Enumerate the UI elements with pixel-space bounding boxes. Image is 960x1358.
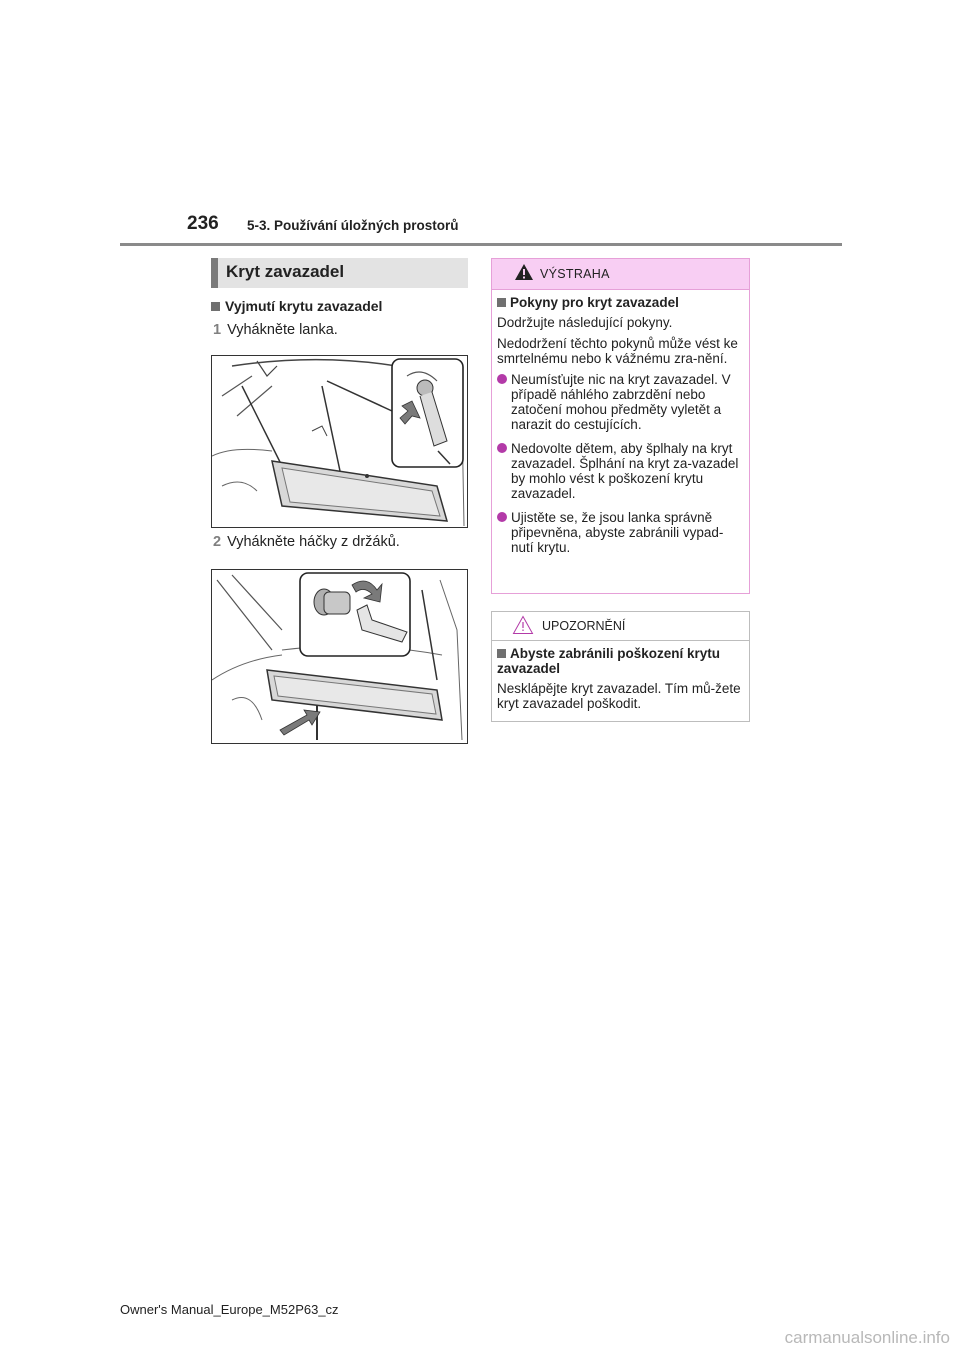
caution-header	[492, 612, 749, 641]
bullet-dot-icon	[497, 374, 507, 384]
square-bullet-icon	[497, 298, 506, 307]
warning-item-text: Neumísťujte nic na kryt zavazadel. V případě náhlého zabrzdění nebo zatočení mohou předměty vyletět a narazit do cestujících.	[511, 372, 731, 432]
warning-item	[497, 372, 743, 432]
watermark: carmanualsonline.info	[784, 1328, 950, 1347]
step-1	[213, 322, 338, 338]
warning-body	[492, 290, 749, 555]
caution-heading	[497, 646, 743, 676]
warning-header	[492, 259, 749, 290]
warning-item	[497, 510, 743, 555]
bullet-dot-icon	[497, 443, 507, 453]
warning-item-text: Ujistěte se, že jsou lanka správně připevněna, abyste zabránili vypad-nutí krytu.	[511, 510, 724, 555]
caution-triangle-icon	[512, 615, 534, 635]
warning-heading-text: Pokyny pro kryt zavazadel	[510, 295, 679, 310]
warning-paragraph: Nedodržení těchto pokynů může vést ke smrtelnému nebo k vážnému zra-nění.	[497, 336, 738, 366]
warning-paragraph: Dodržujte následující pokyny.	[497, 315, 673, 330]
section-title: Kryt zavazadel	[211, 258, 468, 288]
cargo-cover-hook-illustration	[212, 570, 467, 743]
caution-heading-text: Abyste zabránili poškození krytu zavazadel	[497, 646, 721, 676]
caution-text: Nesklápějte kryt zavazadel. Tím mů-žete kryt zavazadel poškodit.	[497, 681, 741, 711]
warning-item	[497, 441, 743, 501]
warning-label: VÝSTRAHA	[540, 267, 610, 281]
square-bullet-icon	[211, 302, 220, 311]
page-number: 236	[187, 213, 219, 234]
subheading	[211, 298, 382, 314]
warning-heading	[497, 295, 743, 310]
step-text: Vyhákněte háčky z držáků.	[227, 534, 400, 550]
footer-text: Owner's Manual_Europe_M52P63_cz	[120, 1302, 339, 1317]
chapter-title: 5-3. Používání úložných prostorů	[247, 218, 459, 233]
warning-triangle-icon	[514, 263, 534, 281]
caution-body	[492, 641, 749, 711]
header-divider	[120, 243, 842, 246]
illustration-unhook-hooks	[211, 569, 468, 744]
caution-box	[491, 611, 750, 722]
warning-box	[491, 258, 750, 594]
step-text: Vyhákněte lanka.	[227, 322, 338, 338]
step-2	[213, 534, 400, 550]
bullet-dot-icon	[497, 512, 507, 522]
step-number: 1	[213, 322, 222, 338]
warning-item-text: Nedovolte dětem, aby šplhaly na kryt zavazadel. Šplhání na kryt za-vazadel by mohlo vést k poškození krytu zavazadel.	[511, 441, 739, 501]
cargo-cover-cable-illustration	[212, 356, 467, 527]
square-bullet-icon	[497, 649, 506, 658]
illustration-unhook-cables	[211, 355, 468, 528]
caution-label: UPOZORNĚNÍ	[542, 619, 626, 633]
subheading-text: Vyjmutí krytu zavazadel	[225, 298, 383, 314]
step-number: 2	[213, 534, 222, 550]
